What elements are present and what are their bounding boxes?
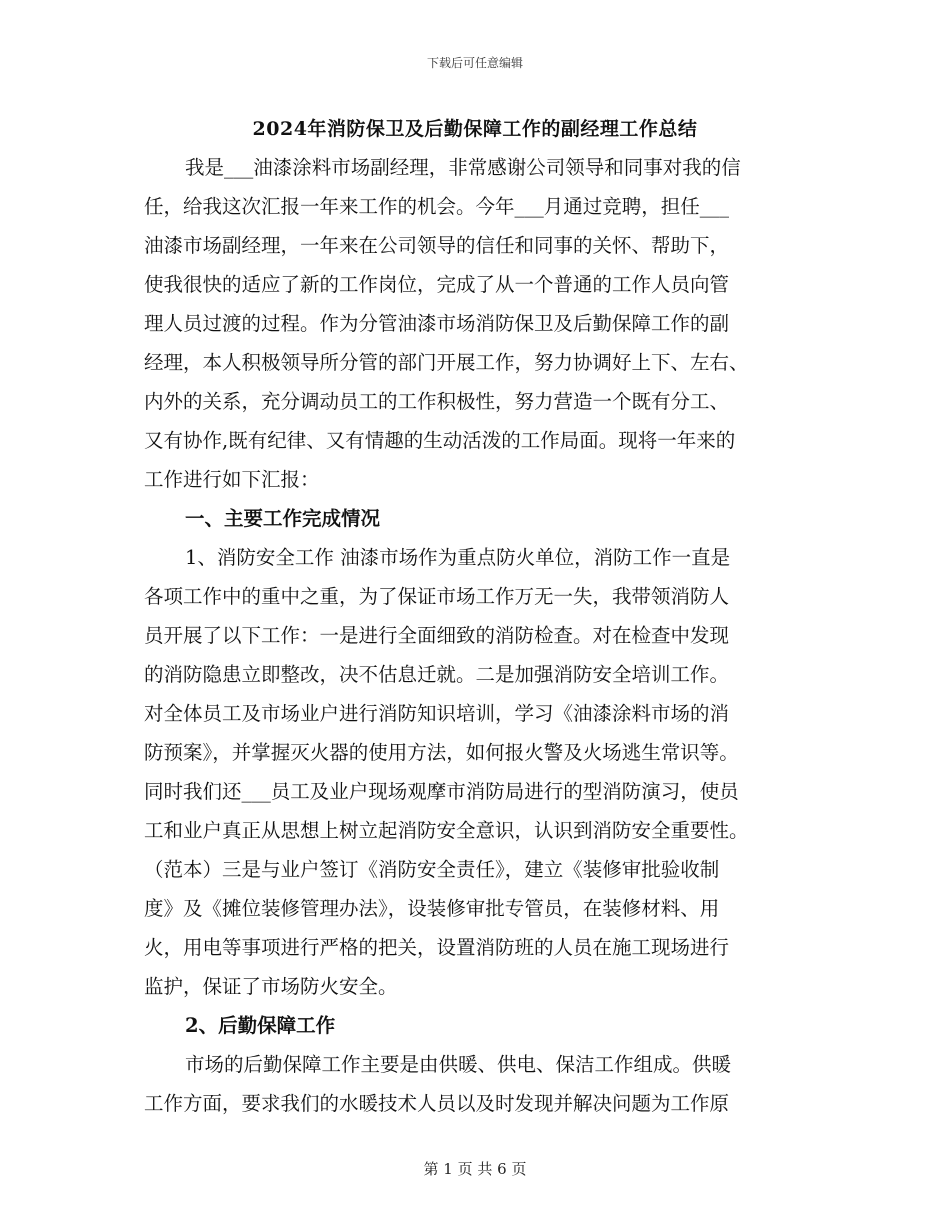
body-line: 我是___油漆涂料市场副经理，非常感谢公司领导和同事对我的信 <box>185 156 741 179</box>
section-heading: 2、后勤保障工作 <box>185 1014 336 1037</box>
body-line: 工作进行如下汇报： <box>144 468 320 491</box>
body-line: 内外的关系，充分调动员工的工作积极性，努力营造一个既有分工、 <box>144 390 730 413</box>
page-number: 第 1 页 共 6 页 <box>423 1160 527 1178</box>
body-line: 1、消防安全工作 油漆市场作为重点防火单位，消防工作一直是 <box>185 546 731 569</box>
page-title: 2024年消防保卫及后勤保障工作的副经理工作总结 <box>252 118 698 140</box>
body-line: 防预案》，并掌握灭火器的使用方法，如何报火警及火场逃生常识等。 <box>144 741 739 764</box>
body-line: 员开展了以下工作：一是进行全面细致的消防检查。对在检查中发现 <box>144 624 730 647</box>
body-line: 度》及《摊位装修管理办法》，设装修审批专管员，在装修材料、用 <box>144 897 720 920</box>
body-line: 监护，保证了市场防火安全。 <box>144 975 398 998</box>
body-line: 理人员过渡的过程。作为分管油漆市场消防保卫及后勤保障工作的副 <box>144 312 730 335</box>
body-line: （范本）三是与业户签订《消防安全责任》，建立《装修审批验收制 <box>144 858 720 881</box>
body-line: 同时我们还___员工及业户现场观摩市消防局进行的型消防演习，使员 <box>144 780 739 803</box>
body-line: 市场的后勤保障工作主要是由供暖、供电、保洁工作组成。供暖 <box>185 1053 732 1076</box>
body-line: 油漆市场副经理，一年来在公司领导的信任和同事的关怀、帮助下， <box>144 234 730 257</box>
body-line: 对全体员工及市场业户进行消防知识培训，学习《油漆涂料市场的消 <box>144 702 730 725</box>
page-header-note: 下载后可任意编辑 <box>426 56 523 70</box>
body-line: 又有协作,既有纪律、又有情趣的生动活泼的工作局面。现将一年来的 <box>144 429 736 452</box>
body-line: 火，用电等事项进行严格的把关，设置消防班的人员在施工现场进行 <box>144 936 730 959</box>
document-body <box>144 148 808 1123</box>
body-line: 经理，本人积极领导所分管的部门开展工作，努力协调好上下、左右、 <box>144 351 749 374</box>
body-line: 使我很快的适应了新的工作岗位，完成了从一个普通的工作人员向管 <box>144 273 730 296</box>
section-heading: 一、主要工作完成情况 <box>185 507 381 530</box>
body-line: 工和业户真正从思想上树立起消防安全意识，认识到消防安全重要性。 <box>144 819 749 842</box>
body-line: 的消防隐患立即整改，决不估息迁就。二是加强消防安全培训工作。 <box>144 663 730 686</box>
body-line: 各项工作中的重中之重，为了保证市场工作万无一失，我带领消防人 <box>144 585 730 608</box>
body-line: 任，给我这次汇报一年来工作的机会。今年___月通过竞聘，担任___ <box>144 195 730 218</box>
body-line: 工作方面，要求我们的水暖技术人员以及时发现并解决问题为工作原 <box>144 1092 730 1115</box>
